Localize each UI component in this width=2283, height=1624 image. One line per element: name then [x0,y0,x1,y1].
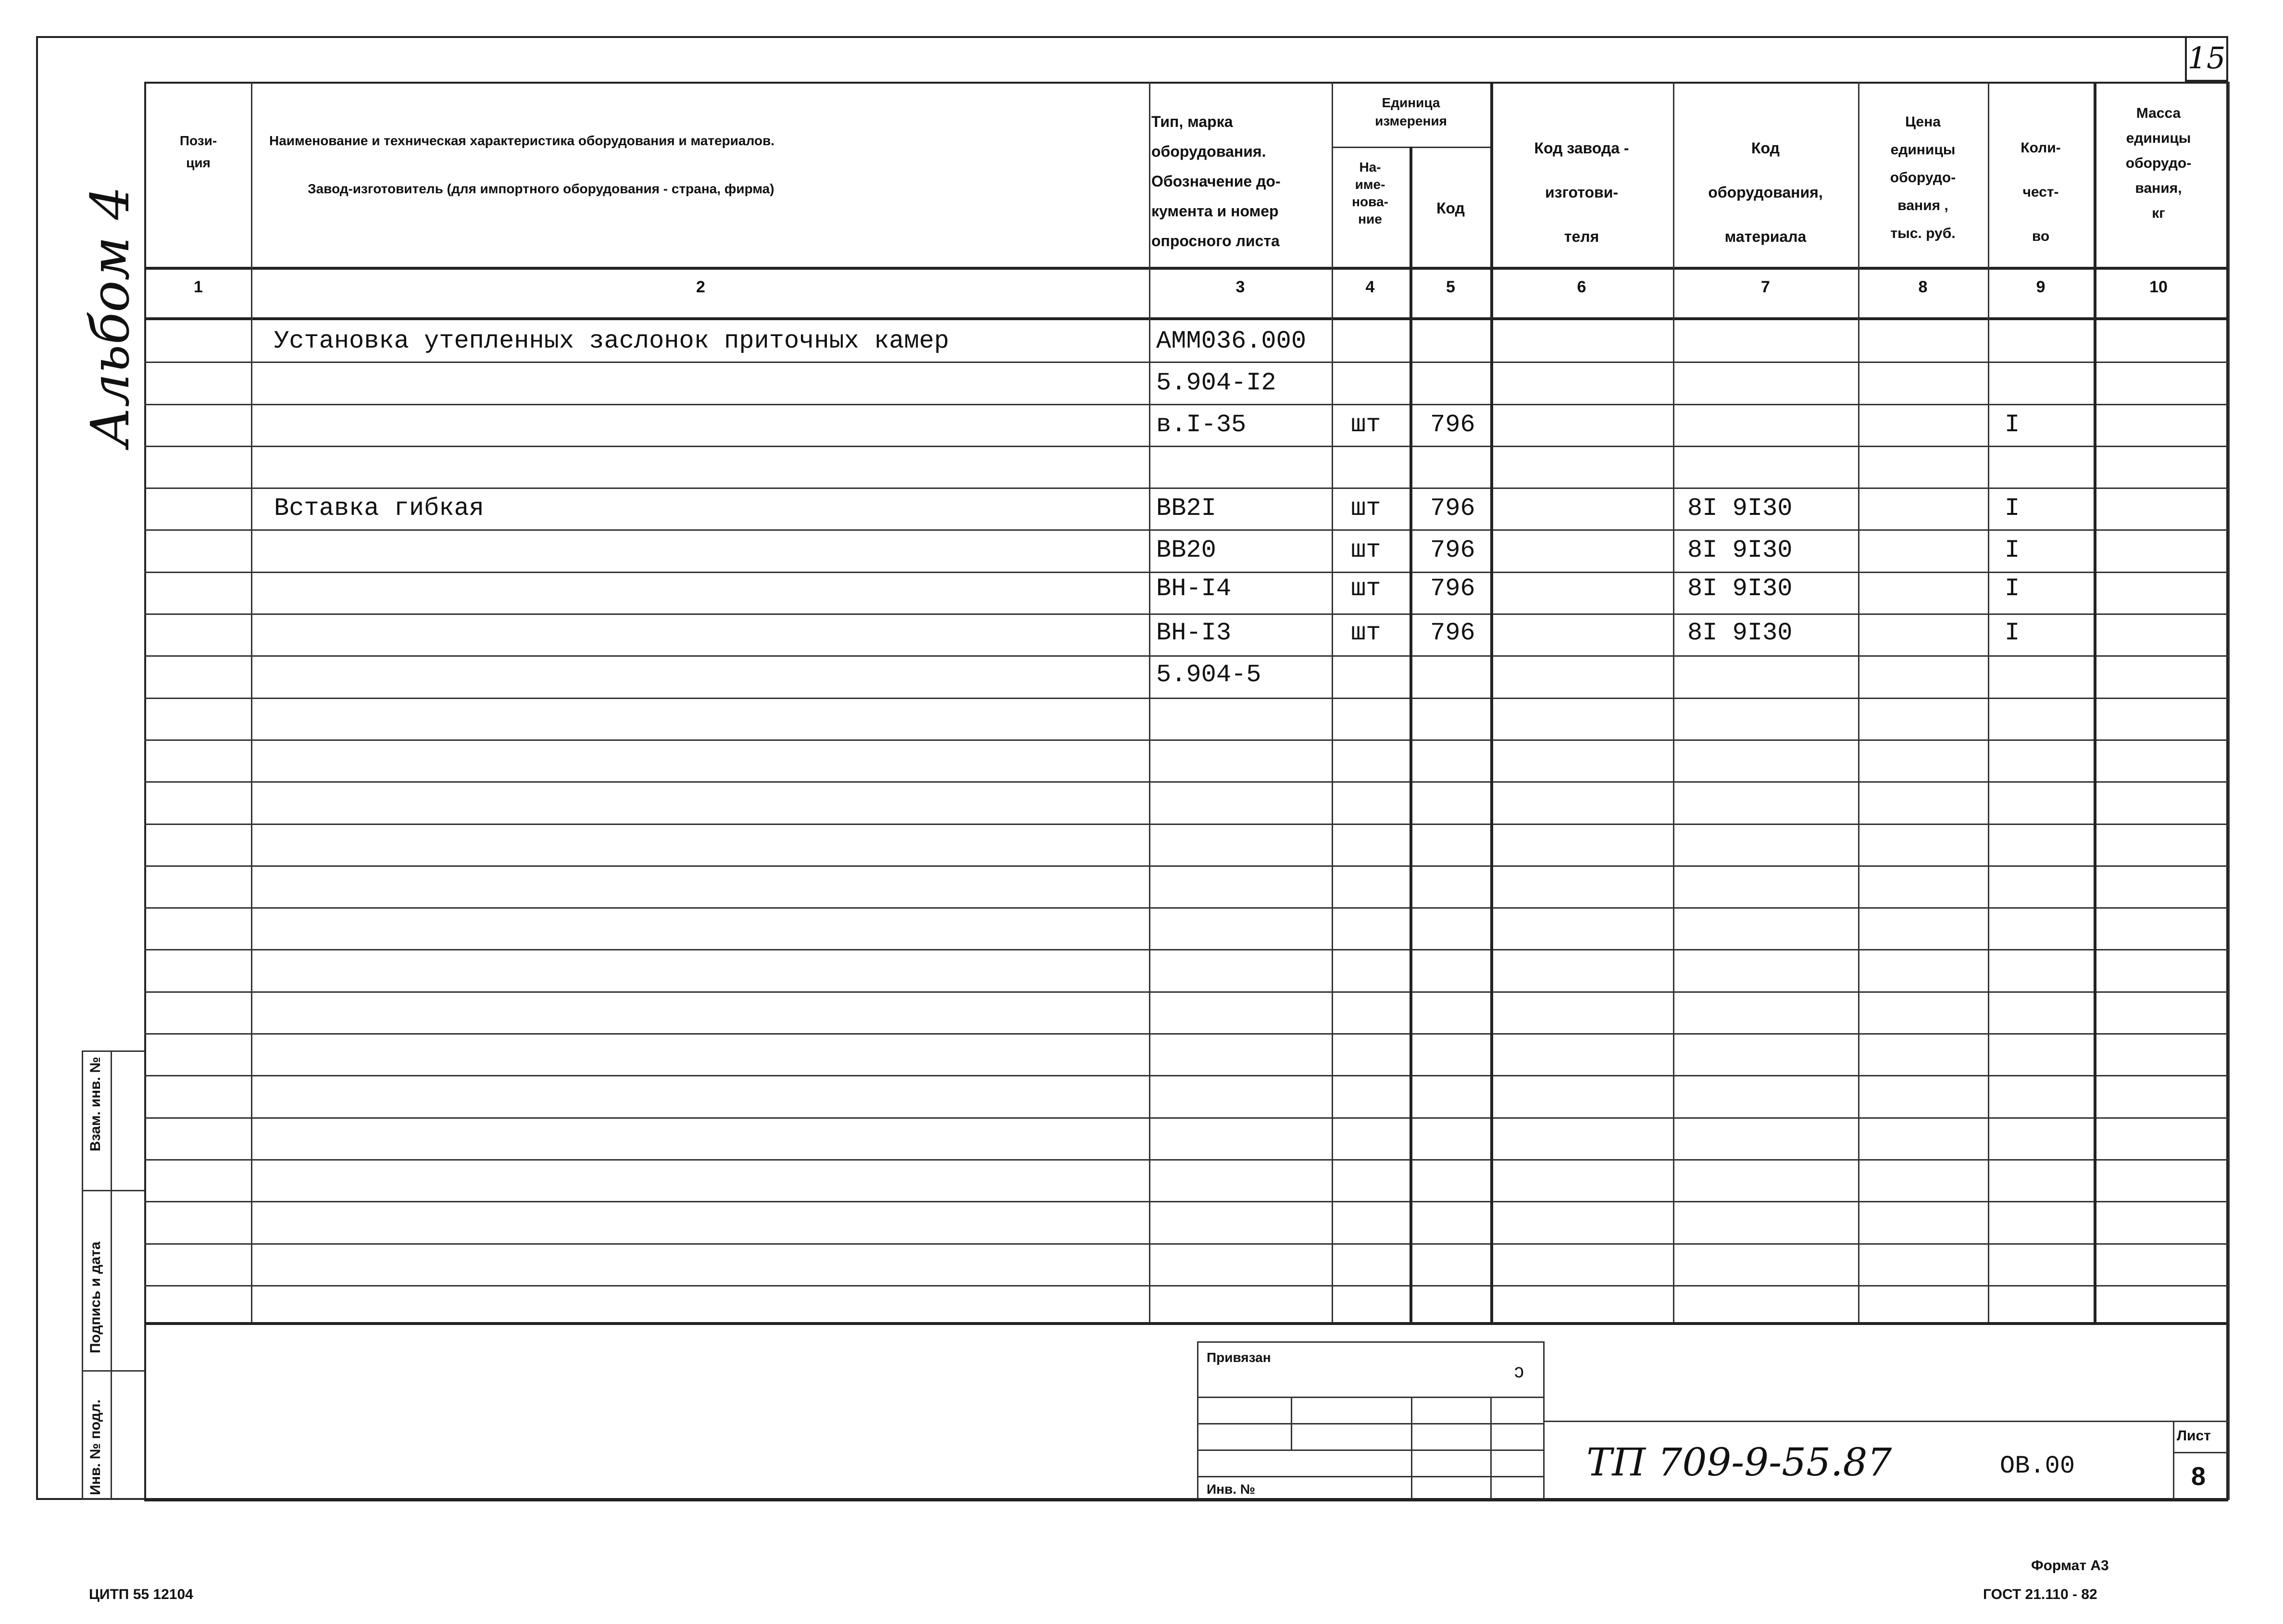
item-equipment-code: 8I 9I30 [1687,536,1793,564]
item-unit: шт [1351,411,1381,439]
item-unit-code: 796 [1430,494,1475,523]
grid-line [144,949,2228,950]
item-type: ВН-I3 [1156,619,1232,647]
grid-line [251,82,252,1322]
grid-line [82,1190,144,1191]
header-unit-group: Единица измерения [1375,95,1447,128]
grid-line [144,907,2228,909]
item-quantity: I [2005,619,2020,647]
grid-line [144,317,2228,320]
grid-line [1149,82,1150,1322]
side-label-vzam: Взам. инв. № [87,1057,103,1151]
item-type: АММ036.000 [1156,327,1307,355]
grid-line [1490,82,1493,1322]
grid-line [144,1159,2228,1161]
column-number: 4 [1365,278,1375,296]
item-unit-code: 796 [1430,619,1475,647]
grid-line [144,1499,2228,1501]
header-unit-mass: Масса единицы оборудо- вания, кг [2125,105,2192,221]
item-equipment-code: 8I 9I30 [1687,494,1793,523]
grid-line [144,1033,2228,1035]
column-number: 9 [2036,278,2046,296]
grid-line [2228,82,2230,1500]
grid-line [1490,1397,1492,1500]
column-number: 8 [1918,278,1928,296]
grid-line [1410,147,1412,1322]
header-unit-price: Цена единицы оборудо- вания , тыс. руб. [1890,114,1956,241]
header-quantity: Коли- чест- во [2021,140,2061,244]
column-number: 7 [1761,278,1770,296]
grid-line [2094,82,2096,1322]
item-type: в.I-35 [1156,411,1247,439]
footer-format: Формат А3 [2031,1558,2109,1574]
grid-line [144,781,2228,783]
grid-line [144,865,2228,867]
header-type: Тип, марка оборудования. Обозначение до- кумента и номер опросного листа [1151,113,1281,250]
stamp-privyazan: Привязан [1207,1350,1271,1365]
grid-line [111,1050,112,1500]
grid-line [144,655,2228,657]
grid-line [144,739,2228,741]
grid-line [144,991,2228,993]
grid-line [144,446,2228,447]
grid-line [1673,82,1674,1322]
item-type: 5.904-I2 [1156,369,1276,397]
header-factory-code: Код завода - изготови- теля [1534,139,1629,245]
item-unit: шт [1351,575,1381,603]
footer-left: ЦИТП 55 12104 [89,1587,193,1602]
item-unit: шт [1351,494,1381,523]
item-type: ВВ2I [1156,494,1216,523]
item-unit-code: 796 [1430,536,1475,564]
item-quantity: I [2005,575,2020,603]
sheet-number: 15 [2187,40,2226,75]
item-unit-code: 796 [1430,411,1475,439]
list-label: Лист [2177,1428,2211,1444]
item-type: ВН-I4 [1156,575,1232,603]
grid-line [82,1499,144,1500]
grid-line [1332,82,1333,1322]
item-quantity: I [2005,411,2020,439]
column-number: 2 [696,278,705,296]
grid-line [144,1243,2228,1245]
grid-line [144,698,2228,699]
grid-line [1197,1341,1543,1343]
grid-line [144,529,2228,531]
stamp-inv-no: Инв. № [1207,1482,1256,1497]
header-equipment-code: Код оборудования, материала [1708,139,1823,245]
footer-gost: ГОСТ 21.110 - 82 [1983,1587,2097,1602]
grid-line [1411,1397,1412,1500]
header-unit-name: На- име- нова- ние [1352,160,1388,226]
grid-line [144,487,2228,489]
grid-line [144,267,2228,270]
header-unit-code: Код [1436,200,1465,217]
grid-line [1858,82,1859,1322]
grid-line [82,1050,83,1500]
grid-line [144,1285,2228,1287]
grid-line [82,1050,144,1052]
grid-line [144,404,2228,405]
side-label-inv: Инв. № подл. [87,1399,103,1495]
grid-line [144,572,2228,573]
column-number: 10 [2149,278,2168,296]
grid-line [2173,1421,2174,1500]
item-name: Вставка гибкая [274,494,484,523]
grid-line [144,362,2228,363]
grid-line [144,1117,2228,1119]
column-number: 5 [1446,278,1455,296]
grid-line [82,1370,144,1372]
grid-line [1988,82,1989,1322]
item-name: Установка утепленных заслонок приточных камер [274,327,949,355]
item-equipment-code: 8I 9I30 [1687,575,1793,603]
header-name-line1: Наименование и техническая характеристика оборудования и материалов. [269,133,775,148]
list-value: 8 [2191,1462,2206,1491]
column-number: 3 [1235,278,1245,296]
grid-line [144,1322,2228,1325]
grid-line [2173,1452,2228,1453]
album-note: Альбом 4 [79,186,141,447]
side-label-podpis: Подпись и дата [87,1241,103,1353]
section-code: ОВ.00 [2000,1452,2075,1480]
grid-line [144,1075,2228,1076]
pen-mark-icon: ↄ [1514,1361,1524,1382]
item-unit: шт [1351,536,1381,564]
column-number: 1 [194,278,203,296]
grid-line [1543,1421,2228,1422]
grid-line [144,1201,2228,1202]
item-type: ВВ20 [1156,536,1216,564]
grid-line [144,824,2228,825]
grid-line [144,613,2228,615]
grid-line [1291,1397,1292,1449]
item-equipment-code: 8I 9I30 [1687,619,1793,647]
header-position: Пози- ция [179,133,217,170]
item-type: 5.904-5 [1156,661,1261,689]
item-unit-code: 796 [1430,575,1475,603]
header-name-line2: Завод-изготовитель (для импортного оборудования - страна, фирма) [308,181,774,196]
column-number: 6 [1577,278,1586,296]
document-code: ТП 709-9-55.87 [1586,1440,1892,1485]
item-quantity: I [2005,494,2020,523]
item-unit: шт [1351,619,1381,647]
item-quantity: I [2005,536,2020,564]
